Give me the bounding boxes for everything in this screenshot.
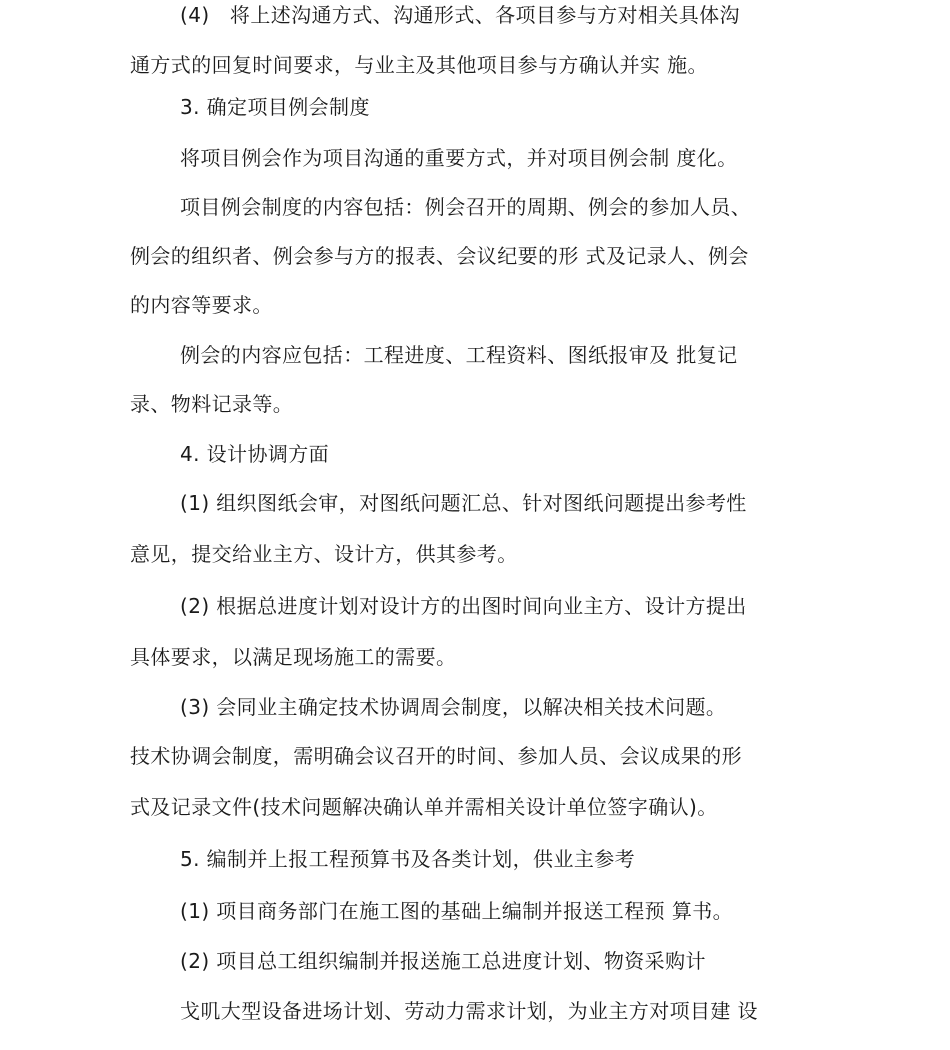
- text-line: 通方式的回复时间要求，与业主及其他项目参与方确认并实 施。: [130, 53, 708, 77]
- text-line: (4) 将上述沟通方式、沟通形式、各项目参与方对相关具体沟: [180, 3, 740, 27]
- text-line: 项目例会制度的内容包括：例会召开的周期、例会的参加人员、: [180, 195, 752, 219]
- text-line: 例会的内容应包括：工程进度、工程资料、图纸报审及 批复记: [180, 343, 738, 367]
- text-line: 式及记录文件(技术问题解决确认单并需相关设计单位签字确认)。: [130, 795, 718, 819]
- text-line: 具体要求，以满足现场施工的需要。: [130, 645, 457, 669]
- text-line: (3) 会同业主确定技术协调周会制度，以解决相关技术问题。: [180, 695, 727, 719]
- text-line: 录、物料记录等。: [130, 392, 294, 416]
- text-line: (1) 项目商务部门在施工图的基础上编制并报送工程预 算书。: [180, 899, 734, 923]
- text-line: 戈叽大型设备进场计划、劳动力需求计划，为业主方对项目建 设: [180, 999, 758, 1023]
- section-heading: 5. 编制并上报工程预算书及各类计划，供业主参考: [180, 847, 636, 871]
- text-line: 技术协调会制度，需明确会议召开的时间、参加人员、会议成果的形: [130, 744, 742, 768]
- text-line: 意见，提交给业主方、设计方，供其参考。: [130, 542, 518, 566]
- text-line: 例会的组织者、例会参与方的报表、会议纪要的形 式及记录人、例会: [130, 244, 749, 268]
- text-line: 将项目例会作为项目沟通的重要方式，并对项目例会制 度化。: [180, 146, 738, 170]
- text-line: (1) 组织图纸会审，对图纸问题汇总、针对图纸问题提出参考性: [180, 491, 747, 515]
- section-heading: 3. 确定项目例会制度: [180, 95, 370, 119]
- text-line: (2) 根据总进度计划对设计方的出图时间向业主方、设计方提出: [180, 594, 747, 618]
- section-heading: 4. 设计协调方面: [180, 442, 330, 466]
- text-line: 的内容等要求。: [130, 293, 273, 317]
- text-line: (2) 项目总工组织编制并报送施工总进度计划、物资采购计: [180, 949, 706, 973]
